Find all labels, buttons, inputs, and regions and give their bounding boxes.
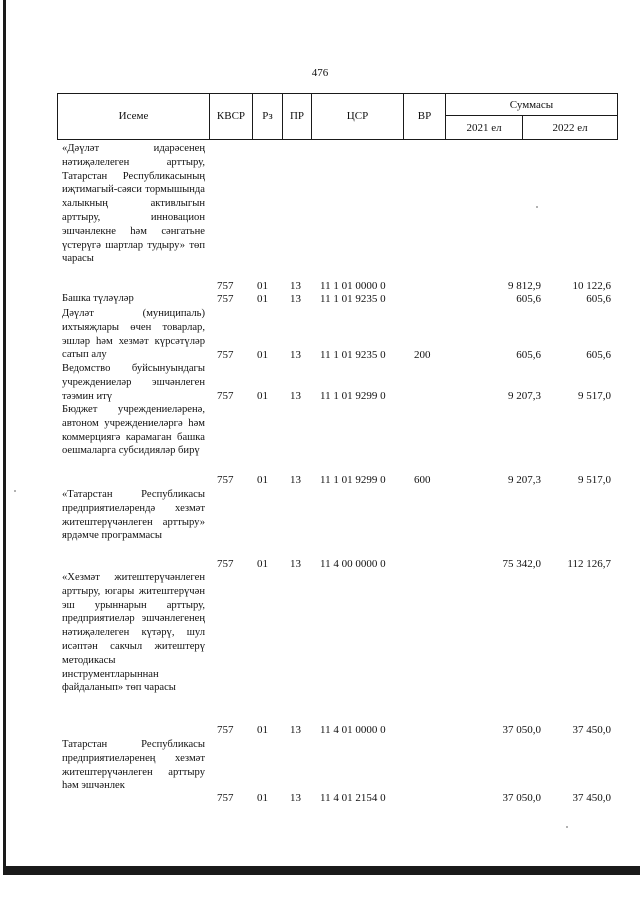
row-csr: 11 4 00 0000 0 [320, 558, 386, 570]
row-name: «Татарстан Республикасы предприятиеләрендә хезмәт житештерүчәнлеген арттыру» ярдәмче программасы [62, 489, 205, 542]
row-vr: 200 [414, 349, 431, 361]
row-name: «Хезмәт житештерүчәнлеген арттыру, югары житештерүчән эш урыннарын арттыру, предприятиеләр эшчәнлегенең нәтиҗәлелеген күтәрү, шул исәптән сакчыл житештерү методикасы инструментларыннан файдаланып» төп чарасы [62, 572, 205, 694]
page-number: 476 [311, 67, 329, 79]
row-kvsr: 757 [217, 474, 234, 486]
row-pr: 13 [290, 293, 301, 305]
row-amount-2022: 112 126,7 [567, 558, 611, 570]
row-rz: 01 [257, 390, 268, 402]
row-rz: 01 [257, 724, 268, 736]
row-pr: 13 [290, 558, 301, 570]
row-amount-2021: 37 050,0 [502, 724, 541, 736]
row-amount-2022: 605,6 [586, 349, 611, 361]
row-amount-2022: 9 517,0 [578, 390, 611, 402]
scan-left-border [3, 0, 6, 872]
row-pr: 13 [290, 792, 301, 804]
header-pr: ПР [289, 110, 305, 122]
row-csr: 11 1 01 9299 0 [320, 390, 386, 402]
row-amount-2021: 9 207,3 [508, 474, 541, 486]
row-amount-2021: 37 050,0 [502, 792, 541, 804]
row-amount-2021: 75 342,0 [502, 558, 541, 570]
header-year-2021: 2021 ел [466, 122, 502, 134]
row-amount-2022: 9 517,0 [578, 474, 611, 486]
header-sum: Суммасы [509, 99, 554, 111]
row-csr: 11 1 01 9235 0 [320, 293, 386, 305]
scan-bottom-border [3, 866, 640, 875]
row-amount-2021: 9 812,9 [508, 280, 541, 292]
row-name: «Дәүләт идарәсенең нәтиҗәлелеген арттыру, Татарстан Республикасының иҗтимагый-сәяси тормышында халыкның активлыгын арттыру, инновацион эшчәнлекне һәм сәнгатьне үстерүгә шартлар тудыру» төп чарасы [62, 143, 205, 265]
header-kvsr: КВСР [216, 110, 246, 122]
scan-speck [14, 490, 16, 492]
row-amount-2021: 605,6 [516, 349, 541, 361]
row-amount-2022: 37 450,0 [572, 792, 611, 804]
row-kvsr: 757 [217, 724, 234, 736]
row-csr: 11 4 01 2154 0 [320, 792, 386, 804]
row-csr: 11 4 01 0000 0 [320, 724, 386, 736]
row-amount-2021: 9 207,3 [508, 390, 541, 402]
row-kvsr: 757 [217, 792, 234, 804]
row-kvsr: 757 [217, 390, 234, 402]
header-name: Исеме [118, 110, 149, 122]
scan-speck [536, 206, 538, 208]
row-name: Башка түләүләр [62, 293, 134, 304]
row-csr: 11 1 01 0000 0 [320, 280, 386, 292]
row-kvsr: 757 [217, 280, 234, 292]
row-csr: 11 1 01 9299 0 [320, 474, 386, 486]
row-amount-2022: 10 122,6 [572, 280, 611, 292]
header-year-2022: 2022 ел [552, 122, 588, 134]
row-amount-2022: 37 450,0 [572, 724, 611, 736]
row-amount-2022: 605,6 [586, 293, 611, 305]
header-vr: ВР [417, 110, 432, 122]
row-rz: 01 [257, 792, 268, 804]
row-name: Дәүләт (муниципаль) ихтыяҗлары өчен товарлар, эшләр һәм хезмәт күрсәтүләр сатып алу [62, 308, 205, 361]
header-csr: ЦСР [346, 110, 369, 122]
scan-speck [566, 826, 568, 828]
row-kvsr: 757 [217, 349, 234, 361]
row-rz: 01 [257, 280, 268, 292]
row-name: Ведомство буйсынуындагы учреждениеләр эшчәнлеген тәэмин итү [62, 363, 205, 402]
row-rz: 01 [257, 474, 268, 486]
row-rz: 01 [257, 293, 268, 305]
row-kvsr: 757 [217, 293, 234, 305]
row-pr: 13 [290, 390, 301, 402]
row-rz: 01 [257, 558, 268, 570]
row-vr: 600 [414, 474, 431, 486]
row-rz: 01 [257, 349, 268, 361]
row-pr: 13 [290, 280, 301, 292]
row-amount-2021: 605,6 [516, 293, 541, 305]
row-name: Татарстан Республикасы предприятиеләренең хезмәт житештерүчәнлеген арттыру һәм эшчәнлек [62, 739, 205, 792]
row-pr: 13 [290, 724, 301, 736]
header-rz: Рз [262, 110, 273, 122]
row-csr: 11 1 01 9235 0 [320, 349, 386, 361]
row-name: Бюджет учреждениеләренә, автоном учреждениеләргә һәм коммерциягә карамаган башка оешмаларга субсидияләр бирү [62, 404, 205, 457]
row-pr: 13 [290, 474, 301, 486]
row-kvsr: 757 [217, 558, 234, 570]
row-pr: 13 [290, 349, 301, 361]
